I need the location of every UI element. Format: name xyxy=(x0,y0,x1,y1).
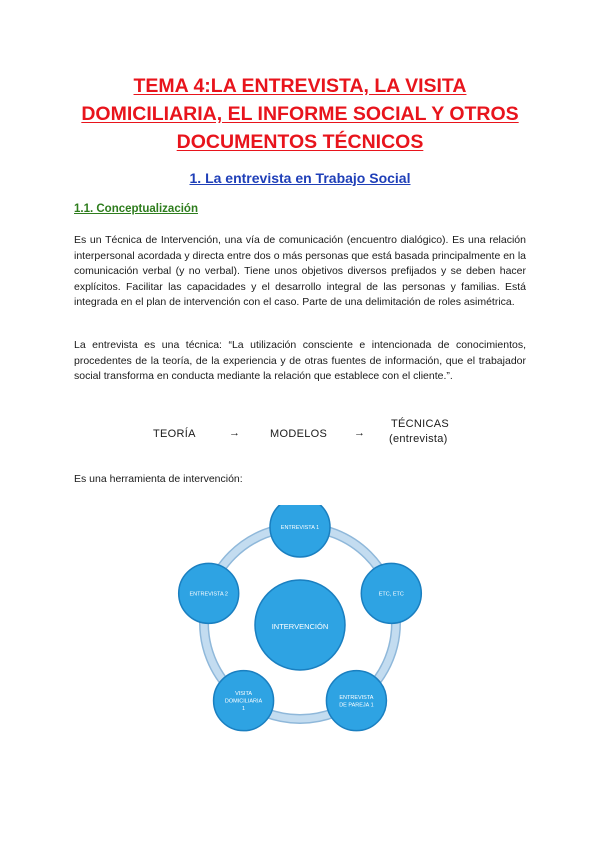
title-line-1: TEMA 4:LA ENTREVISTA, LA VISITA xyxy=(133,75,467,97)
tool-intro: Es una herramienta de intervención: xyxy=(74,473,243,485)
cycle-node-2 xyxy=(361,563,421,623)
subsection-heading: 1.1. Conceptualización xyxy=(74,203,198,215)
center-label: INTERVENCIÓN xyxy=(271,622,329,631)
flow-step-techniques: TÉCNICAS xyxy=(391,418,450,430)
cycle-node-label: ENTREVISTA 1 xyxy=(280,525,320,531)
definition-paragraph: Es un Técnica de Intervención, una vía de comunicación (encuentro dialógico). Es una relación interpersonal acordada y directa entre dos o más personas que está basada principalmente en la comunicación verbal (y no verbal). Tiene unos objetivos diversos prefijados y se deben hacer explícitos. Facilitar las capacidades y el desarrollo integral de las personas y familias. Está integrada en el plan de intervención con el caso. Parte de una delimitación de roles asimétrica. xyxy=(74,234,526,308)
flow-step-techniques-note: (entrevista) xyxy=(389,433,448,445)
cycle-node-label: ENTREVISTA xyxy=(339,694,374,701)
cycle-node-3 xyxy=(326,671,386,731)
title-line-2: DOMICILIARIA, EL INFORME SOCIAL Y OTROS xyxy=(81,103,519,125)
cycle-node-label: ETC, ETC xyxy=(378,591,404,598)
cycle-node-1 xyxy=(270,505,330,557)
center-node xyxy=(255,580,345,670)
flow-arrow-2: → xyxy=(354,427,366,439)
section-heading: 1. La entrevista en Trabajo Social xyxy=(189,170,411,186)
cycle-node-circle xyxy=(270,505,330,557)
title-line-3: DOCUMENTOS TÉCNICOS xyxy=(176,131,424,153)
cycle-node-label: DE PAREJA 1 xyxy=(339,702,374,709)
flow-step-models: MODELOS xyxy=(270,428,328,440)
cycle-node-4 xyxy=(214,671,274,731)
quote-paragraph: La entrevista es una técnica: “La utilización consciente e intencionada de conocimientos, procedentes de la teoría, de la experiencia y de otras fuentes de información, que el trabajador social transforma en conducta mediante la relación que establece con el cliente.”. xyxy=(74,339,526,382)
cycle-node-label: DOMICILIARIA xyxy=(224,698,263,705)
flow-arrow-1: → xyxy=(229,427,241,439)
flow-step-theory: TEORÍA xyxy=(153,428,196,440)
cycle-node-5 xyxy=(179,563,239,623)
cycle-node-label: 1 xyxy=(242,706,246,713)
cycle-node-label: VISITA xyxy=(235,691,253,698)
document-title xyxy=(40,72,560,156)
intervention-cycle-diagram xyxy=(170,505,430,735)
cycle-node-label: ENTREVISTA 2 xyxy=(189,591,228,598)
